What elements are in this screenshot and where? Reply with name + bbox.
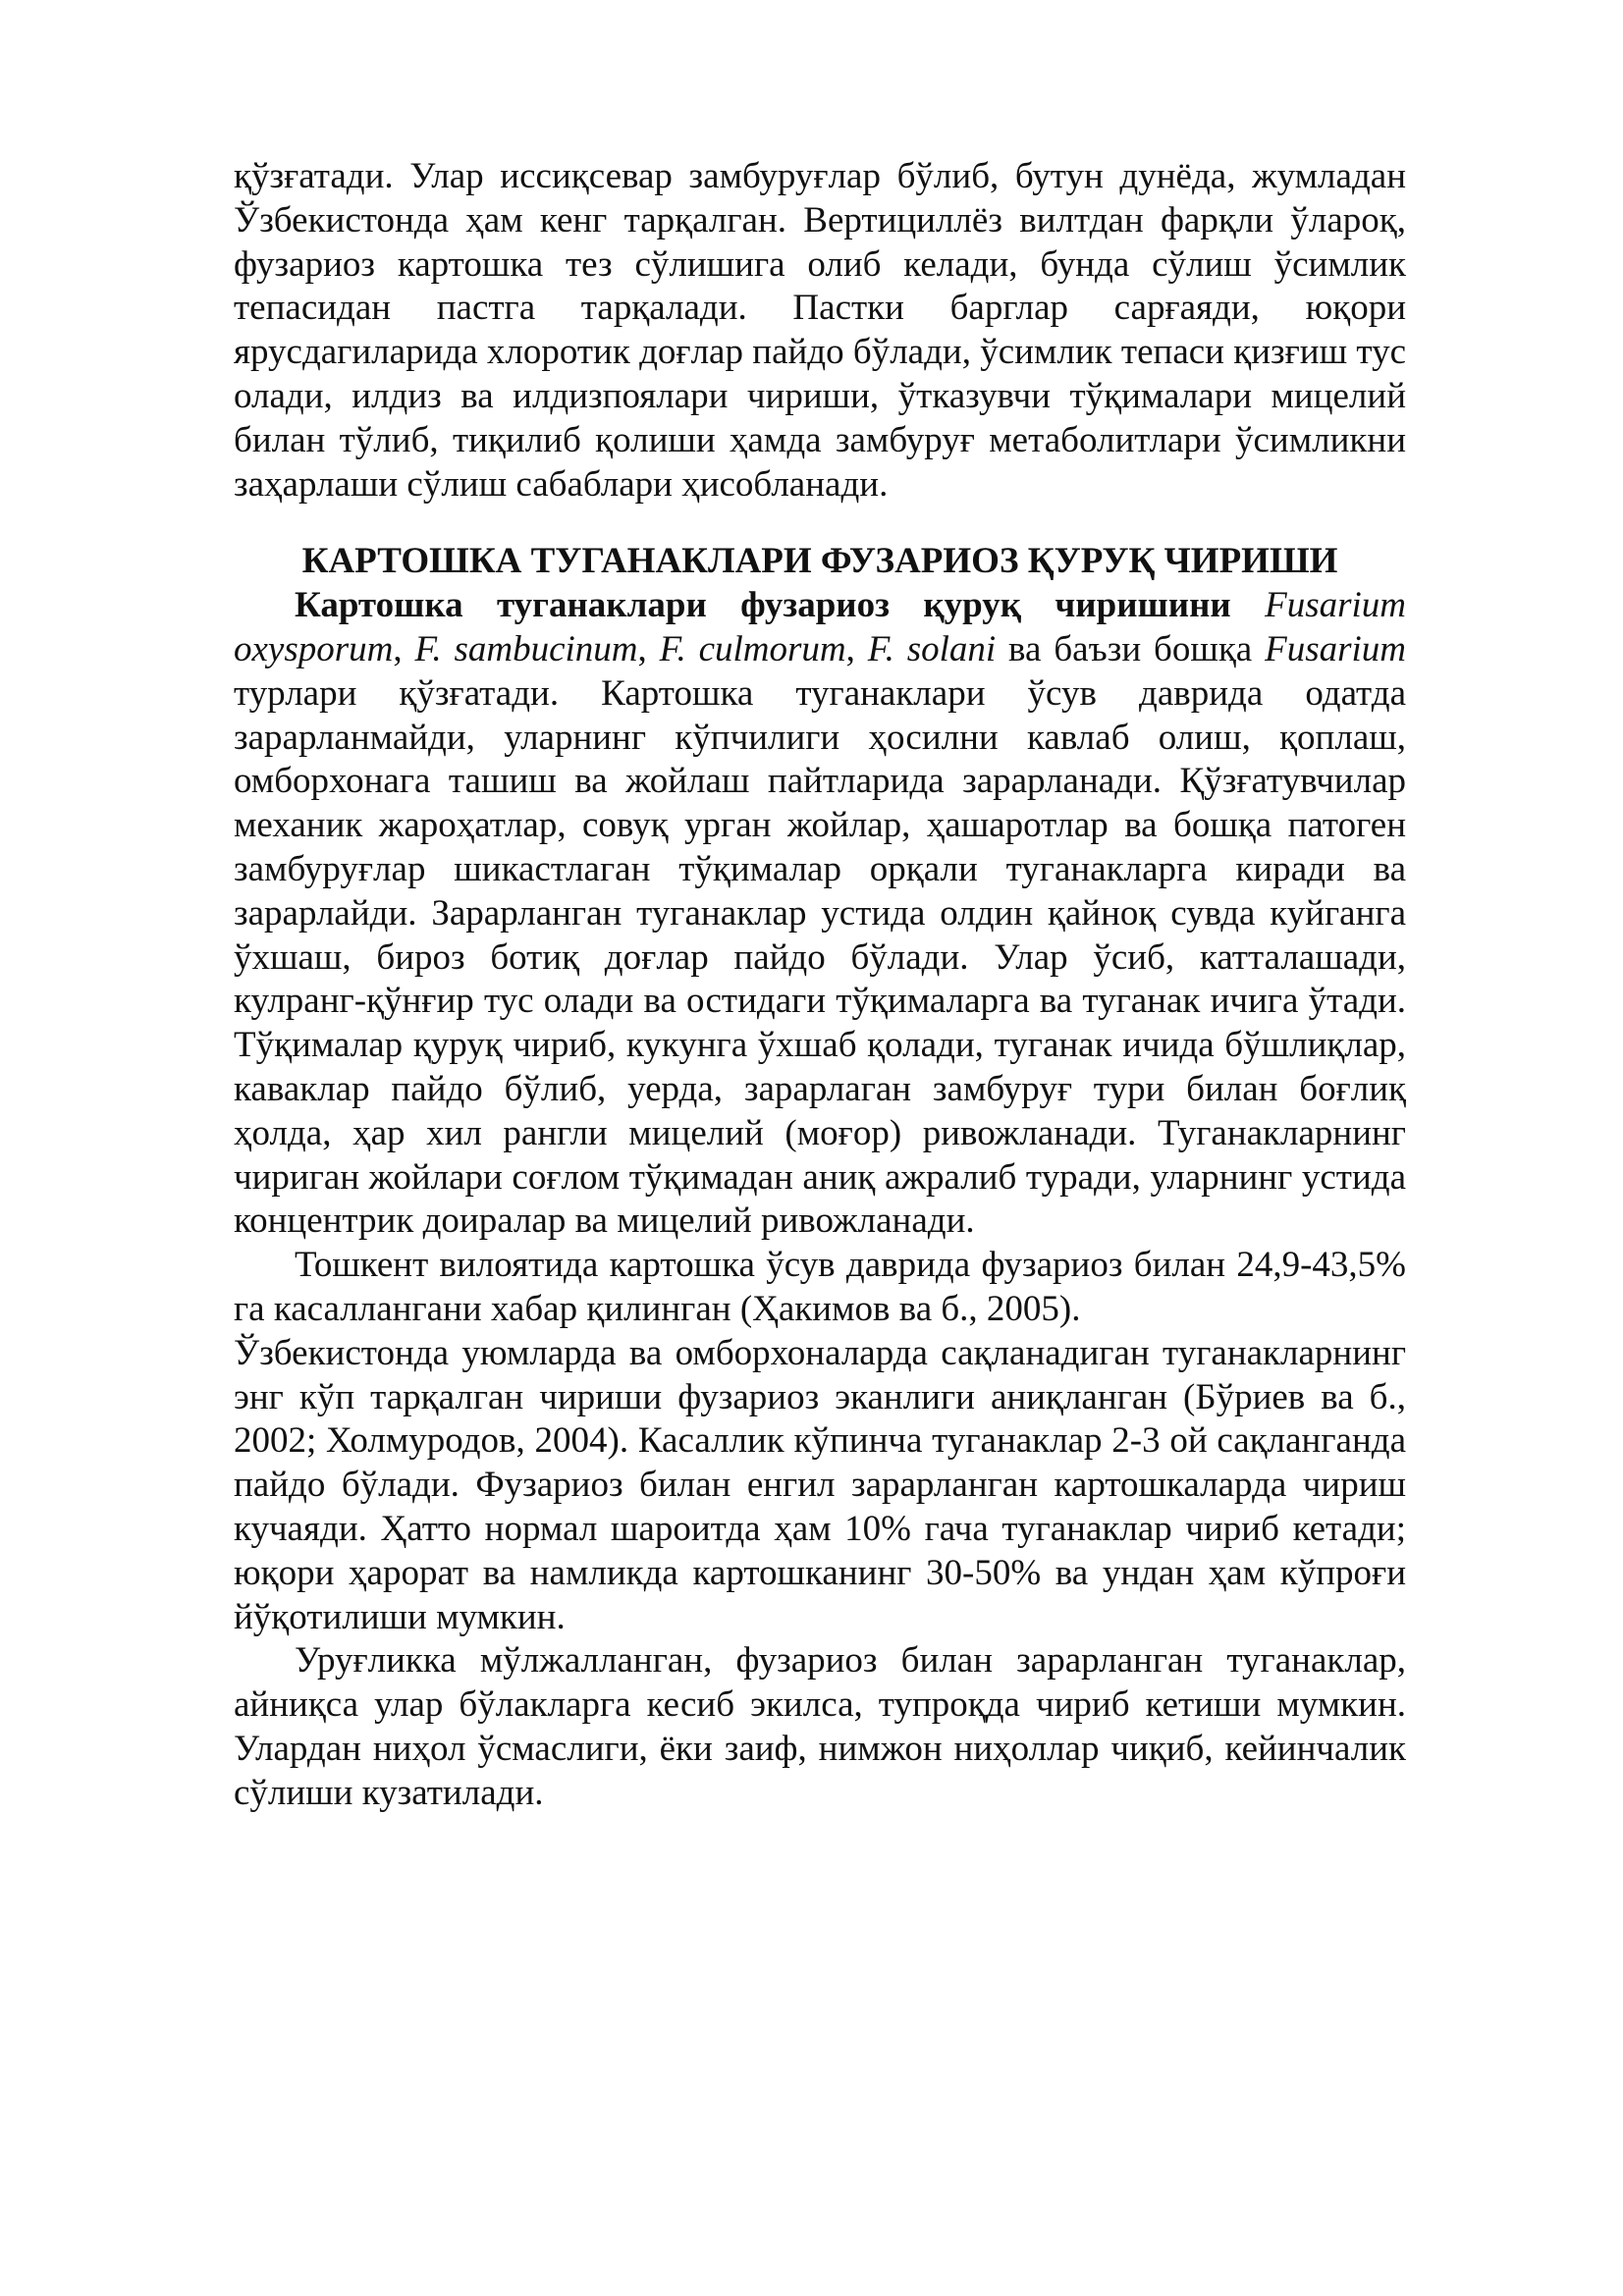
- connector-text: ва баъзи бошқа: [996, 628, 1266, 669]
- section-paragraph-4: Уруғликка мўлжалланган, фузариоз билан зарарланган туганаклар, айниқса улар бўлакларга кесиб экилса, тупроқда чириб кетиши мумкин. Улардан ниҳол ўсмаслиги, ёки заиф, нимжон ниҳоллар чиқиб, кейинчалик сўлиши кузатилади.: [234, 1640, 1406, 1813]
- document-page: [234, 155, 1406, 1815]
- paragraph-body: турлари қўзғатади. Картошка туганаклари ўсув даврида одатда зарарланмайди, уларнинг кўпчилиги ҳосилни кавлаб олиш, қоплаш, омборхонага ташиш ва жойлаш пайтларида зарарланади. Қўзғатувчилар механик жароҳатлар, совуқ урган жойлар, ҳашаротлар ва бошқа патоген замбуруғлар шикастлаган тўқималар орқали туганакларга киради ва зарарлайди. Зарарланган туганаклар устида олдин қайноқ сувда куйганга ўхшаш, бироз ботиқ доғлар пайдо бўлади. Улар ўсиб, катталашади, кулранг-қўнғир тус олади ва остидаги тўқималарга ва туганак ичига ўтади. Тўқималар қуруқ чириб, кукунга ўхшаб қолади, туганак ичида бўшлиқлар, каваклар пайдо бўлиб, уерда, зарарлаган замбуруғ тури билан боғлиқ ҳолда, ҳар хил рангли мицелий (моғор) ривожланади. Туганакларнинг чириган жойлари соғлом тўқимадан аниқ ажралиб туради, уларнинг устида концентрик доиралар ва мицелий ривожланади.: [234, 672, 1406, 1242]
- genus-name: Fusarium: [1265, 628, 1406, 669]
- intro-paragraph: қўзғатади. Улар иссиқсевар замбуруғлар бўлиб, бутун дунёда, жумладан Ўзбекистонда ҳам кенг тарқалган. Вертициллёз вилтдан фарқли ўлароқ, фузариоз картошка тез сўлишига олиб келади, бунда сўлиш ўсимлик тепасидан пастга тарқалади. Пастки барглар сарғаяди, юқори ярусдагиларида хлоротик доғлар пайдо бўлади, ўсимлик тепаси қизғиш тус олади, илдиз ва илдизпоялари чириши, ўтказувчи тўқималари мицелий билан тўлиб, тиқилиб қолиши ҳамда замбуруғ метаболитлари ўсимликни заҳарлаши сўлиш сабаблари ҳисобланади.: [234, 156, 1406, 505]
- species-name: Fusarium oxysporum: [234, 585, 1406, 669]
- section-paragraph-2: Тошкент вилоятида картошка ўсув даврида фузариоз билан 24,9-43,5% га касаллангани хабар қилинган (Ҳакимов ва б., 2005).: [234, 1245, 1406, 1329]
- separator: ,: [845, 628, 868, 669]
- species-name: F. solani: [867, 628, 997, 669]
- separator: ,: [637, 628, 660, 669]
- separator: ,: [393, 628, 415, 669]
- section-heading: КАРТОШКА ТУГАНАКЛАРИ ФУЗАРИОЗ ҚУРУҚ ЧИРИШИ: [301, 541, 1338, 582]
- species-name: F. sambucinum: [414, 628, 638, 669]
- section-paragraph-3: Ўзбекистонда уюмларда ва омборхоналарда сақланадиган туганакларнинг энг кўп тарқалган чириши фузариоз эканлиги аниқланган (Бўриев ва б., 2002; Холмуродов, 2004). Касаллик кўпинча туганаклар 2-3 ой сақланганда пайдо бўлади. Фузариоз билан енгил зарарланган картошкаларда чириш кучаяди. Ҳатто нормал шароитда ҳам 10% гача туганаклар чириб кетади; юқори ҳарорат ва намликда картошканинг 30-50% ва ундан ҳам кўпроғи йўқотилиши мумкин.: [234, 1332, 1406, 1637]
- species-name: F. culmorum: [659, 628, 846, 669]
- section-paragraph-1: [234, 584, 1406, 1244]
- bold-lead-phrase: Картошка туганаклари фузариоз қуруқ чиришини: [295, 585, 1231, 626]
